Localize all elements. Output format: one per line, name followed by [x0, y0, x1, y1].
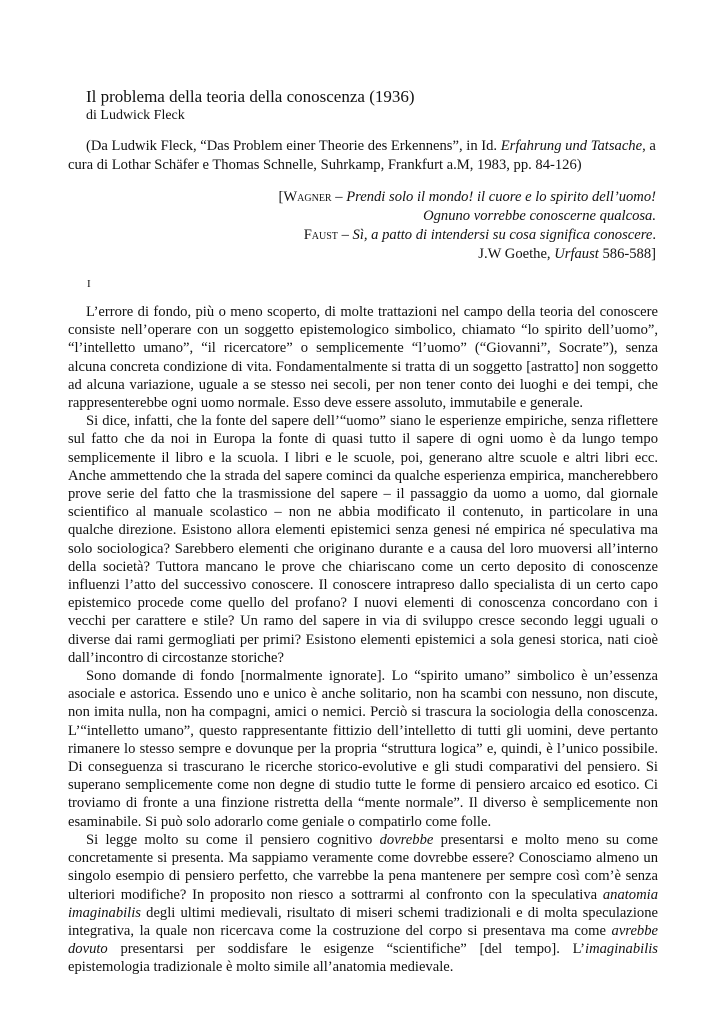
section-number: I [87, 278, 91, 290]
epigraph-attribution [56, 245, 656, 264]
p4-text-e: degli ultimi medievali, risultato di miseri schemi tradizionali e di molta speculazione integrativa, la quale non ricercava come la costruzione del corpo si presentava ma come [68, 904, 658, 939]
epigraph-speaker-faust: Faust [303, 227, 338, 243]
epigraph-period: . [652, 227, 656, 243]
p4-text-i: epistemologia tradizionale è molto simile all’anatomia medievale. [68, 959, 454, 976]
paragraph-4 [68, 831, 658, 977]
epigraph-open-bracket: [ [278, 189, 284, 205]
attribution-author: J.W Goethe, [478, 246, 555, 262]
p4-italic-avrebbe-dovuto: avrebbe dovuto [68, 922, 658, 958]
epigraph [56, 188, 656, 264]
epigraph-quote-1: Prendi solo il mondo! il cuore e lo spirito dell’uomo! [346, 189, 656, 205]
source-citation [68, 137, 658, 175]
source-prefix: (Da Ludwik Fleck, “Das Problem einer Theorie des Erkennens”, in Id. [86, 138, 501, 154]
p4-text-a: Si legge molto su come il pensiero cognitivo [86, 831, 380, 848]
source-book-title: Erfahrung und Tatsache [500, 138, 643, 154]
p4-text-c: presentarsi e molto meno su come concretamente si presenta. Ma sappiamo veramente come dovrebbe essere? Conosciamo almeno un singolo esempio di pensiero perfetto, che varrebbe la pena mantenere per sempre così com’è senza ulteriori modifiche? In proposito non riesco a sottrarmi al confronto con la speculativa [68, 831, 658, 903]
epigraph-quote-3: Sì, a patto di intendersi su cosa significa conoscere [352, 227, 653, 243]
document-title: Il problema della teoria della conoscenza (1936) [86, 87, 415, 106]
paragraph-2: Si dice, infatti, che la fonte del sapere dell’“uomo” siano le esperienze empiriche, senza riflettere sul fatto che da noi in Europa la fonte di quasi tutto il sapere di ogni uomo è da lungo tempo semplicemente il libro e la scuola. I libri e le scuole, poi, generano altre scuole e altri libri ecc. Anche ammettendo che la strada del sapere cominci da qualche esperienza empirica, mancherebbero prove serie del fatto che la trasmissione del sapere – il passaggio da uomo a uomo, dal giornale scientifico al manuale scolastico – non ne abbia modificato il contenuto, in particolare in una qualche direzione. Esistono allora elementi epistemici senza genesi né empirica né speculativa ma solo sociologica? Sarebbero elementi che originano durante e a causa del loro muoversi all’interno della società? Tuttora mancano le prove che chiariscano come un certo deposito di conoscenze influenzi l’atto del successivo conoscere. Il conoscere intrapreso dallo specialista di un certo capo epistemico procede come quello del profano? I nuovi elementi di conoscenza concordano con i vecchi per carattere e stile? Un ramo del sapere in via di sviluppo cresce secondo leggi uguali o diverse dai rami germogliati per primi? Esistono elementi epistemici a sola genesi storica, nati cioè dall’incontro di circostanze storiche? [68, 413, 658, 666]
body-text [68, 303, 658, 977]
epigraph-line-3 [56, 226, 656, 245]
p4-italic-anatomia: anatomia imaginabilis [68, 886, 658, 921]
attribution-reference: 586-588] [598, 246, 656, 262]
epigraph-dash: – [337, 227, 353, 243]
epigraph-dash: – [331, 189, 347, 205]
paragraph-1: L’errore di fondo, più o meno scoperto, di molte trattazioni nel campo della teoria del conoscere consiste nell’operare con un soggetto epistemologico simbolico, chiamato “lo spirito dell’uomo”, “l’intelletto umano”, “il ricercatore” o semplicemente “l’uomo” (“Giovanni”, Socrate”), senza alcuna concreta condizione di vita. Fondamentalmente si tratta di un soggetto [astratto] non soggetto ad alcuna variazione, uguale a se stesso nei secoli, per non tener conto dei luoghi e dei tempi, che rappresenterebbe ogni uomo normale. Esso deve essere assoluto, immutabile e generale. [68, 304, 658, 412]
epigraph-quote-2: Ognuno vorrebbe conoscerne qualcosa. [423, 208, 656, 224]
source-suffix: , a cura di Lothar Schäfer e Thomas Schnelle, Suhrkamp, Frankfurt a.M, 1983, pp. 84-126) [68, 138, 656, 173]
document-author: di Ludwick Fleck [86, 108, 185, 123]
epigraph-speaker-wagner: Wagner [283, 189, 332, 205]
epigraph-line-2 [56, 207, 656, 226]
p4-italic-dovrebbe: dovrebbe [379, 831, 434, 848]
paragraph-3: Sono domande di fondo [normalmente ignorate]. Lo “spirito umano” simbolico è un’essenza asociale e astorica. Essendo uno e unico è anche solitario, non ha scambi con nessuno, non discute, non imita nulla, non ha compagni, amici o nemici. Perciò si trascura la sociologia della conoscenza. L’“intelletto umano”, questo rappresentante fittizio dell’intelletto di tutti gli uomini, deve pertanto rimanere lo stesso sempre e dovunque per la propria “struttura logica” e, quindi, è l’unico possibile. Di conseguenza si trascurano le ricerche storico-evolutive e gli studi comparativi del pensiero. Si superano semplicemente come non degne di studio tutte le forme di pensiero arcaico ed esotico. Ci troviamo di fronte a una finzione ristretta della “mente normale”. Il diverso è semplicemente non esaminabile. Si può solo adorarlo come geniale o compatirlo come folle. [68, 668, 658, 830]
epigraph-line-1 [56, 188, 656, 207]
p4-italic-imaginabilis: imaginabilis [585, 941, 658, 958]
p4-text-g: presentarsi per soddisfare le esigenze “scientifiche” [del tempo]. L’ [107, 941, 586, 958]
attribution-work: Urfaust [554, 246, 599, 262]
